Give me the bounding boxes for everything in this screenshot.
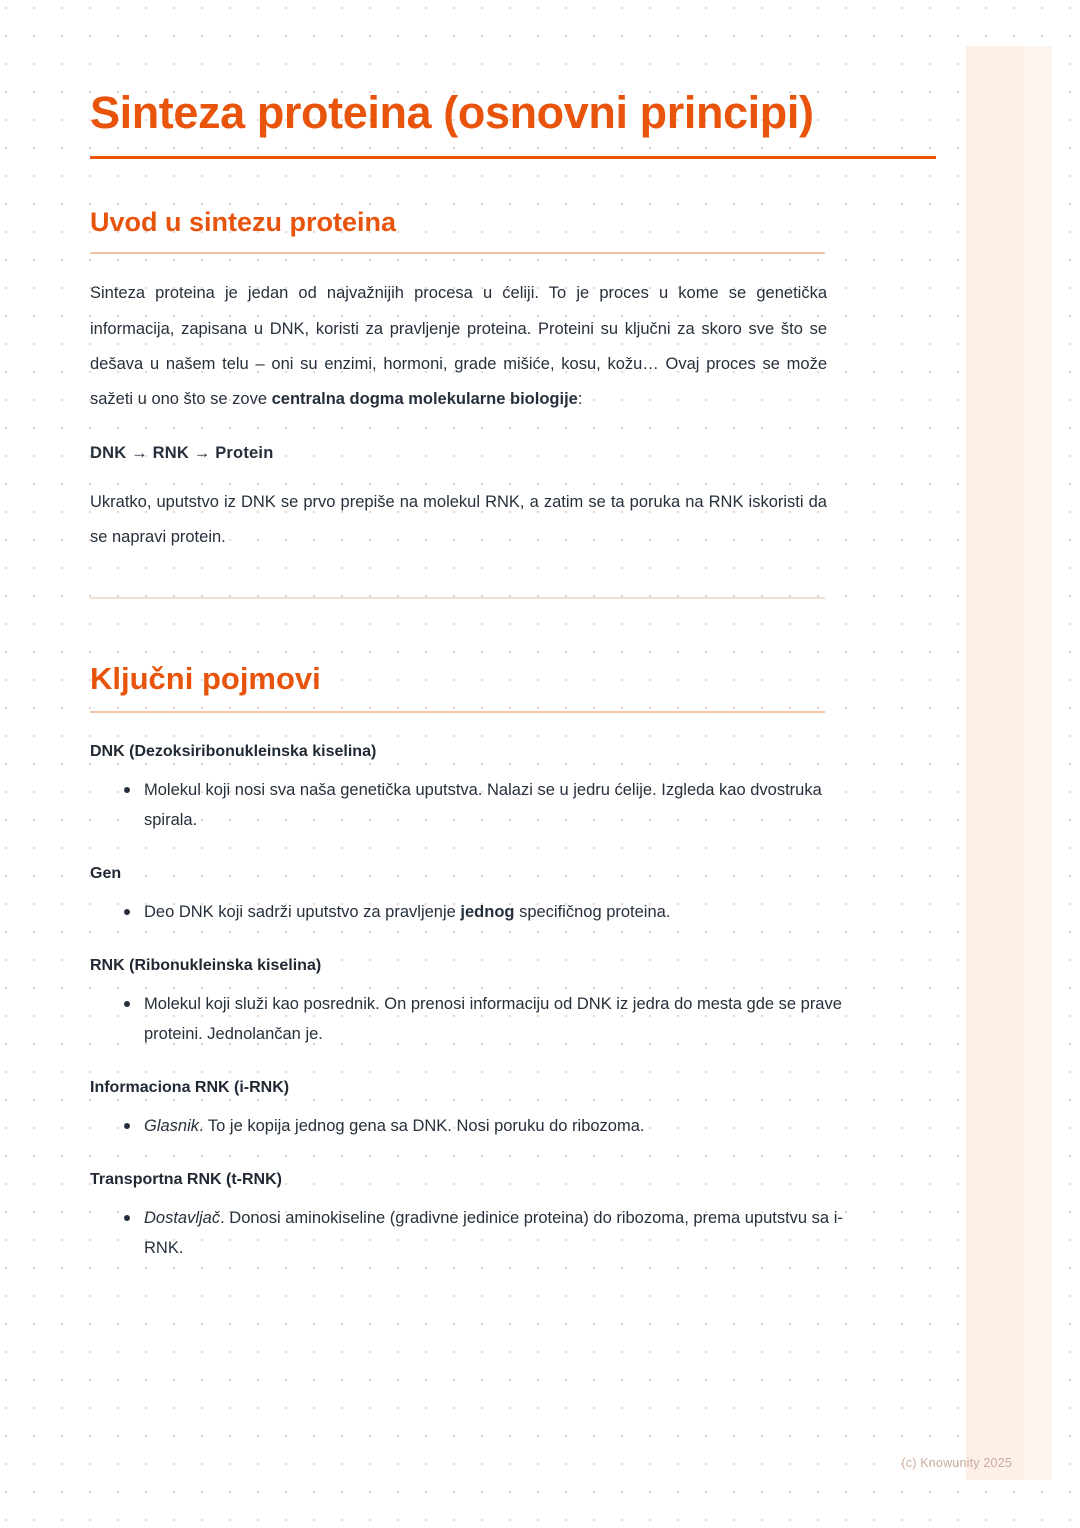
intro-paragraph-part-2: : bbox=[577, 390, 583, 409]
right-margin-band bbox=[966, 46, 1024, 1480]
trnk-definition-rest: . Donosi aminokiseline (gradivne jedinice proteina) do ribozoma, prema uputstvu sa i-RNK. bbox=[144, 1209, 843, 1258]
section-separator bbox=[90, 597, 825, 599]
term-title-dnk: DNK (Dezoksiribonukleinska kiselina) bbox=[90, 743, 377, 761]
term-list-trnk bbox=[90, 1203, 843, 1263]
term-title-irnk: Informaciona RNK (i-RNK) bbox=[90, 1079, 290, 1097]
footer-credit: (c) Knowunity 2025 bbox=[901, 1456, 1012, 1470]
section-heading-key-terms: Ključni pojmovi bbox=[90, 661, 321, 697]
document-content bbox=[90, 58, 843, 1263]
right-margin-band-inner bbox=[1024, 46, 1052, 1480]
section-heading-intro: Uvod u sintezu proteina bbox=[90, 207, 397, 238]
page-title: Sinteza proteina (osnovni principi) bbox=[90, 87, 814, 138]
term-list-dnk bbox=[90, 775, 830, 835]
term-title-gen: Gen bbox=[90, 865, 122, 883]
intro-paragraph-emphasis: centralna dogma molekularne biologije bbox=[271, 390, 578, 409]
term-title-trnk: Transportna RNK (t-RNK) bbox=[90, 1171, 282, 1189]
list-item: Molekul koji služi kao posrednik. On prenosi informaciju od DNK iz jedra do mesta gde se prave proteini. Jednolančan je. bbox=[122, 989, 844, 1049]
gen-definition-emphasis: jednog bbox=[460, 903, 515, 922]
trnk-definition-italic: Dostavljač bbox=[144, 1209, 221, 1228]
intro-paragraph bbox=[90, 276, 827, 417]
intro-paragraph-part-1: Sinteza proteina je jedan od najvažnijih procesa u ćeliji. To je proces u kome se genetička informacija, zapisana u DNK, koristi za pravljenje proteina. Proteini su ključni za skoro sve što se dešava u našem telu – oni su enzimi, hormoni, grade mišiće, kosu, kožu… Ovaj proces se može sažeti u ono što se zove bbox=[90, 284, 827, 409]
term-list-gen bbox=[90, 897, 830, 927]
list-item bbox=[122, 1111, 844, 1141]
section-divider-key-terms bbox=[90, 711, 825, 713]
title-divider bbox=[90, 156, 936, 159]
term-list-irnk bbox=[90, 1111, 830, 1141]
section-divider-intro bbox=[90, 252, 825, 254]
intro-paragraph-2: Ukratko, uputstvo iz DNK se prvo prepiše na molekul RNK, a zatim se ta poruka na RNK iskoristi da se napravi protein. bbox=[90, 492, 827, 546]
list-item bbox=[122, 897, 844, 927]
irnk-definition-italic: Glasnik bbox=[144, 1117, 200, 1136]
term-list-rnk bbox=[90, 989, 842, 1049]
gen-definition-part-1: Deo DNK koji sadrži uputstvo za pravljenje bbox=[144, 903, 461, 922]
irnk-definition-rest: . To je kopija jednog gena sa DNK. Nosi poruku do ribozoma. bbox=[199, 1117, 645, 1136]
term-title-rnk: RNK (Ribonukleinska kiselina) bbox=[90, 957, 322, 975]
central-dogma-line: DNK → RNK → Protein bbox=[90, 443, 274, 462]
gen-definition-part-2: specifičnog proteina. bbox=[514, 903, 671, 922]
list-item: Molekul koji nosi sva naša genetička uputstva. Nalazi se u jedru ćelije. Izgleda kao dvostruka spirala. bbox=[122, 775, 844, 835]
list-item bbox=[122, 1203, 844, 1263]
